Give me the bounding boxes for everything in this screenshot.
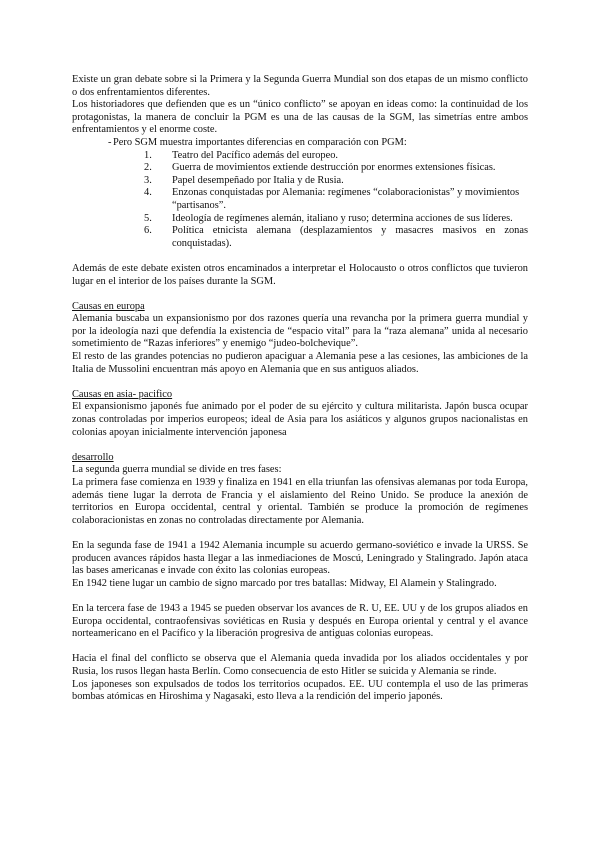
- list-text: Teatro del Pacífico además del europeo.: [172, 149, 339, 161]
- differences-intro: Pero SGM muestra importantes diferencias en comparación con PGM:: [113, 136, 407, 148]
- fase-2b-paragraph: En 1942 tiene lugar un cambio de signo marcado por tres batallas: Midway, El Alamein y Stalingrado.: [72, 577, 497, 589]
- heading-causas-asia: Causas en asia- pacifico: [72, 388, 173, 400]
- list-item: [72, 187, 528, 212]
- list-item: [72, 162, 528, 175]
- differences-list: [72, 150, 528, 251]
- list-text: Enzonas conquistadas por Alemania: regímenes “colaboracionistas” y movimientos “partisanos”.: [172, 187, 520, 211]
- list-number: 4.: [144, 187, 152, 199]
- fase-2-paragraph: En la segunda fase de 1941 a 1942 Alemania incumple su acuerdo germano-soviético e invade la URSS. Se producen avances rápidos hasta llegar a las inmediaciones de Moscú, Leningrado y Stalingrado. Japón ataca las bases americanas e invade con éxito las colonias europeas.: [72, 539, 528, 577]
- list-item: [72, 225, 528, 250]
- differences-bullet: [72, 137, 528, 150]
- fase-3-paragraph: En la tercera fase de 1943 a 1945 se pueden observar los avances de R. U, EE. UU y de los grupos aliados en Europa occidental, contraofensivas soviéticas en Rusia y después en Europa oriental y central y el avance norteamericano en el Pacífico y la liberación progresiva de antiguas colonias europeas.: [72, 602, 528, 640]
- list-number: 6.: [144, 225, 152, 237]
- europa-paragraph-2: El resto de las grandes potencias no pudieron apaciguar a Alemania pese a las cesiones, las ambiciones de la Italia de Mussolini encuentran más apoyo en Alemania que en sus antiguos aliados.: [72, 351, 528, 375]
- list-text: Ideología de regímenes alemán, italiano y ruso; determina acciones de sus líderes.: [172, 212, 513, 224]
- final-paragraph-1: Hacia el final del conflicto se observa que el Alemania queda invadida por los aliados occidentales y por Rusia, los rusos llegan hasta Berlín. Como consecuencia de esto Hitler se suicida y Alemania se rinde.: [72, 653, 528, 677]
- document-body: [72, 74, 528, 704]
- fase-1-paragraph: La primera fase comienza en 1939 y finaliza en 1941 en ella triunfan las ofensivas alemanas por toda Europa, además tiene lugar la derrota de Francia y el aislamiento del Reino Unido. Se produce la anexión de territorios en Europa occidental, central y oriental. También se produce la promoción de regímenes colaboracionistas en zonas no controladas directamente por Alemania.: [72, 477, 528, 526]
- europa-paragraph-1: Alemania buscaba un expansionismo por dos razones quería una revancha por la primera guerra mundial y por la ideología nazi que defendía la existencia de “espacio vital” para la “raza alemana” unida al necesario sometimiento de “Razas inferiores” y enemigo “judeo-bolchevique”.: [72, 313, 528, 350]
- intro-paragraph-3: Además de este debate existen otros encaminados a interpretar el Holocausto o otros conflictos que tuvieron lugar en el interior de los países durante la SGM.: [72, 262, 528, 287]
- list-number: 1.: [144, 149, 152, 161]
- list-text: Papel desempeñado por Italia y de Rusia.: [172, 174, 344, 186]
- final-paragraph-2: Los japoneses son expulsados de todos los territorios ocupados. EE. UU contempla el uso de las primeras bombas atómicas en Hiroshima y Nagasaki, esto lleva a la rendición del imperio japonés.: [72, 678, 528, 703]
- list-text: Política etnicista alemana (desplazamientos y masacres masivos en zonas conquistadas).: [172, 225, 528, 249]
- list-item: [72, 150, 528, 163]
- list-number: 2.: [144, 162, 152, 174]
- asia-paragraph-1: El expansionismo japonés fue animado por el poder de su ejército y cultura militarista. Japón busca ocupar zonas controladas por imperios europeos; ideal de Asia para los asiáticos y algunos grupos nacionalistas en colonias apoyan inicialmente intervención japonesa: [72, 401, 528, 438]
- intro-paragraph-1: Existe un gran debate sobre si la Primera y la Segunda Guerra Mundial son dos etapas de un mismo conflicto o dos enfrentamientos diferentes.: [72, 74, 528, 98]
- heading-causas-europa: Causas en europa: [72, 300, 145, 312]
- intro-paragraph-2: Los historiadores que defienden que es un “único conflicto” se apoyan en ideas como: la continuidad de los protagonistas, la manera de concluir la PGM es una de las causas de la SGM, las simetrías entre ambos enfrentamientos y el enorme coste.: [72, 99, 528, 136]
- list-number: 3.: [144, 174, 152, 186]
- dash-marker: -: [108, 136, 112, 148]
- list-item: [72, 213, 528, 226]
- list-number: 5.: [144, 212, 152, 224]
- list-item: [72, 175, 528, 188]
- heading-desarrollo: desarrollo: [72, 451, 114, 463]
- desarrollo-intro: La segunda guerra mundial se divide en tres fases:: [72, 464, 282, 476]
- list-text: Guerra de movimientos extiende destrucción por enormes extensiones físicas.: [172, 162, 496, 174]
